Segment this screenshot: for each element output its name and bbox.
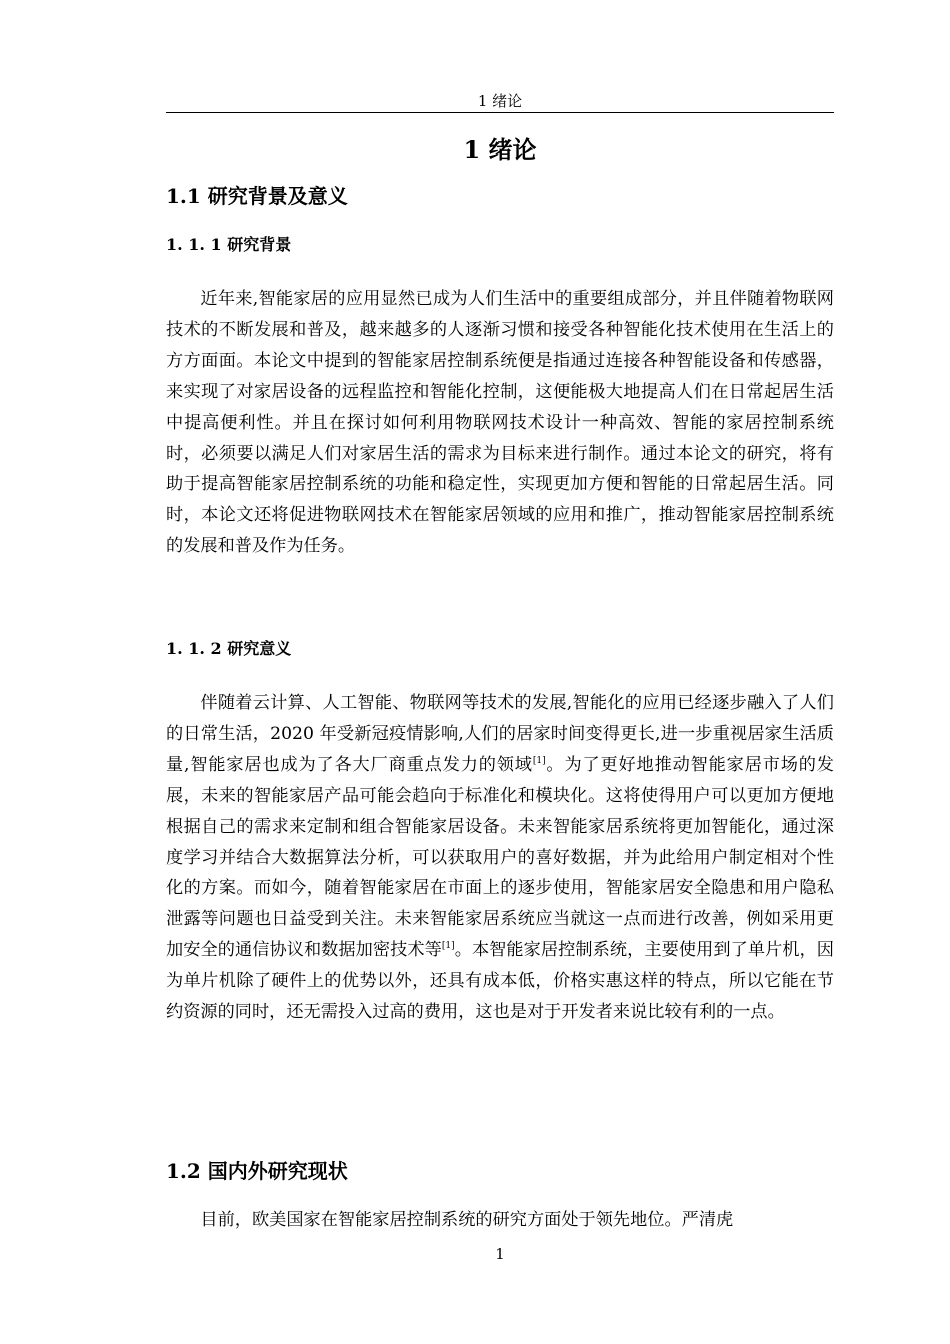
paragraph-text-segment: 。本智能家居控制系统，主要使用到了单片机，因为单片机除了硬件上的优势以外，还具有成本低，价格实惠这样的特点，所以它能在节约资源的同时，还无需投入过高的费用，这也是对于开发者来说比较有利的一点。 [166,940,834,1023]
paragraph-research-background: 近年来,智能家居的应用显然已成为人们生活中的重要组成部分，并且伴随着物联网技术的不断发展和普及，越来越多的人逐渐习惯和接受各种智能化技术使用在生活上的方方面面。本论文中提到的智能家居控制系统便是指通过连接各种智能设备和传感器，来实现了对家居设备的远程监控和智能化控制，这便能极大地提高人们在日常起居生活中提高便利性。并且在探讨如何利用物联网技术设计一种高效、智能的家居控制系统时，必须要以满足人们对家居生活的需求为目标来进行制作。通过本论文的研究，将有助于提高智能家居控制系统的功能和稳定性，实现更加方便和智能的日常起居生活。同时，本论文还将促进物联网技术在智能家居领域的应用和推广，推动智能家居控制系统的发展和普及作为任务。 [166,289,834,557]
subsection-title-1-1-1: 1. 1. 1 研究背景 [166,235,292,254]
section-title-1-1: 1.1 研究背景及意义 [166,184,348,208]
paragraph-text-segment: 。为了更好地推动智能家居市场的发展，未来的智能家居产品可能会趋向于标准化和模块化。这将使得用户可以更加方便地根据自己的需求来定制和组合智能家居设备。未来智能家居系统将更加智能化，通过深度学习并结合大数据算法分析，可以获取用户的喜好数据，并为此给用户制定相对个性化的方案。而如今，随着智能家居在市面上的逐步使用，智能家居安全隐患和用户隐私泄露等问题也日益受到关注。未来智能家居系统应当就这一点而进行改善，例如采用更加安全的通信协议和数据加密技术等 [166,754,834,961]
page-number: 1 [495,1245,505,1263]
subsection-title-1-1-2: 1. 1. 2 研究意义 [166,639,292,658]
header-divider [166,112,834,113]
paragraph-research-significance [166,688,834,1028]
citation-reference[interactable]: [1] [441,941,455,952]
paragraph-text-segment: 伴随着云计算、人工智能、物联网等技术的发展,智能化的应用已经逐步融入了人们的日常生活，2020 年受新冠疫情影响,人们的居家时间变得更长,进一步重视居家生活质量,智能家居也成为了各大厂商重点发力的领域 [166,693,834,775]
section-title-1-2: 1.2 国内外研究现状 [166,1159,348,1183]
paragraph-research-status: 目前，欧美国家在智能家居控制系统的研究方面处于领先地位。严清虎 [200,1210,734,1230]
chapter-title: 1 绪论 [463,135,537,164]
running-header: 1 绪论 [477,92,523,110]
citation-reference[interactable]: [1] [532,755,546,766]
